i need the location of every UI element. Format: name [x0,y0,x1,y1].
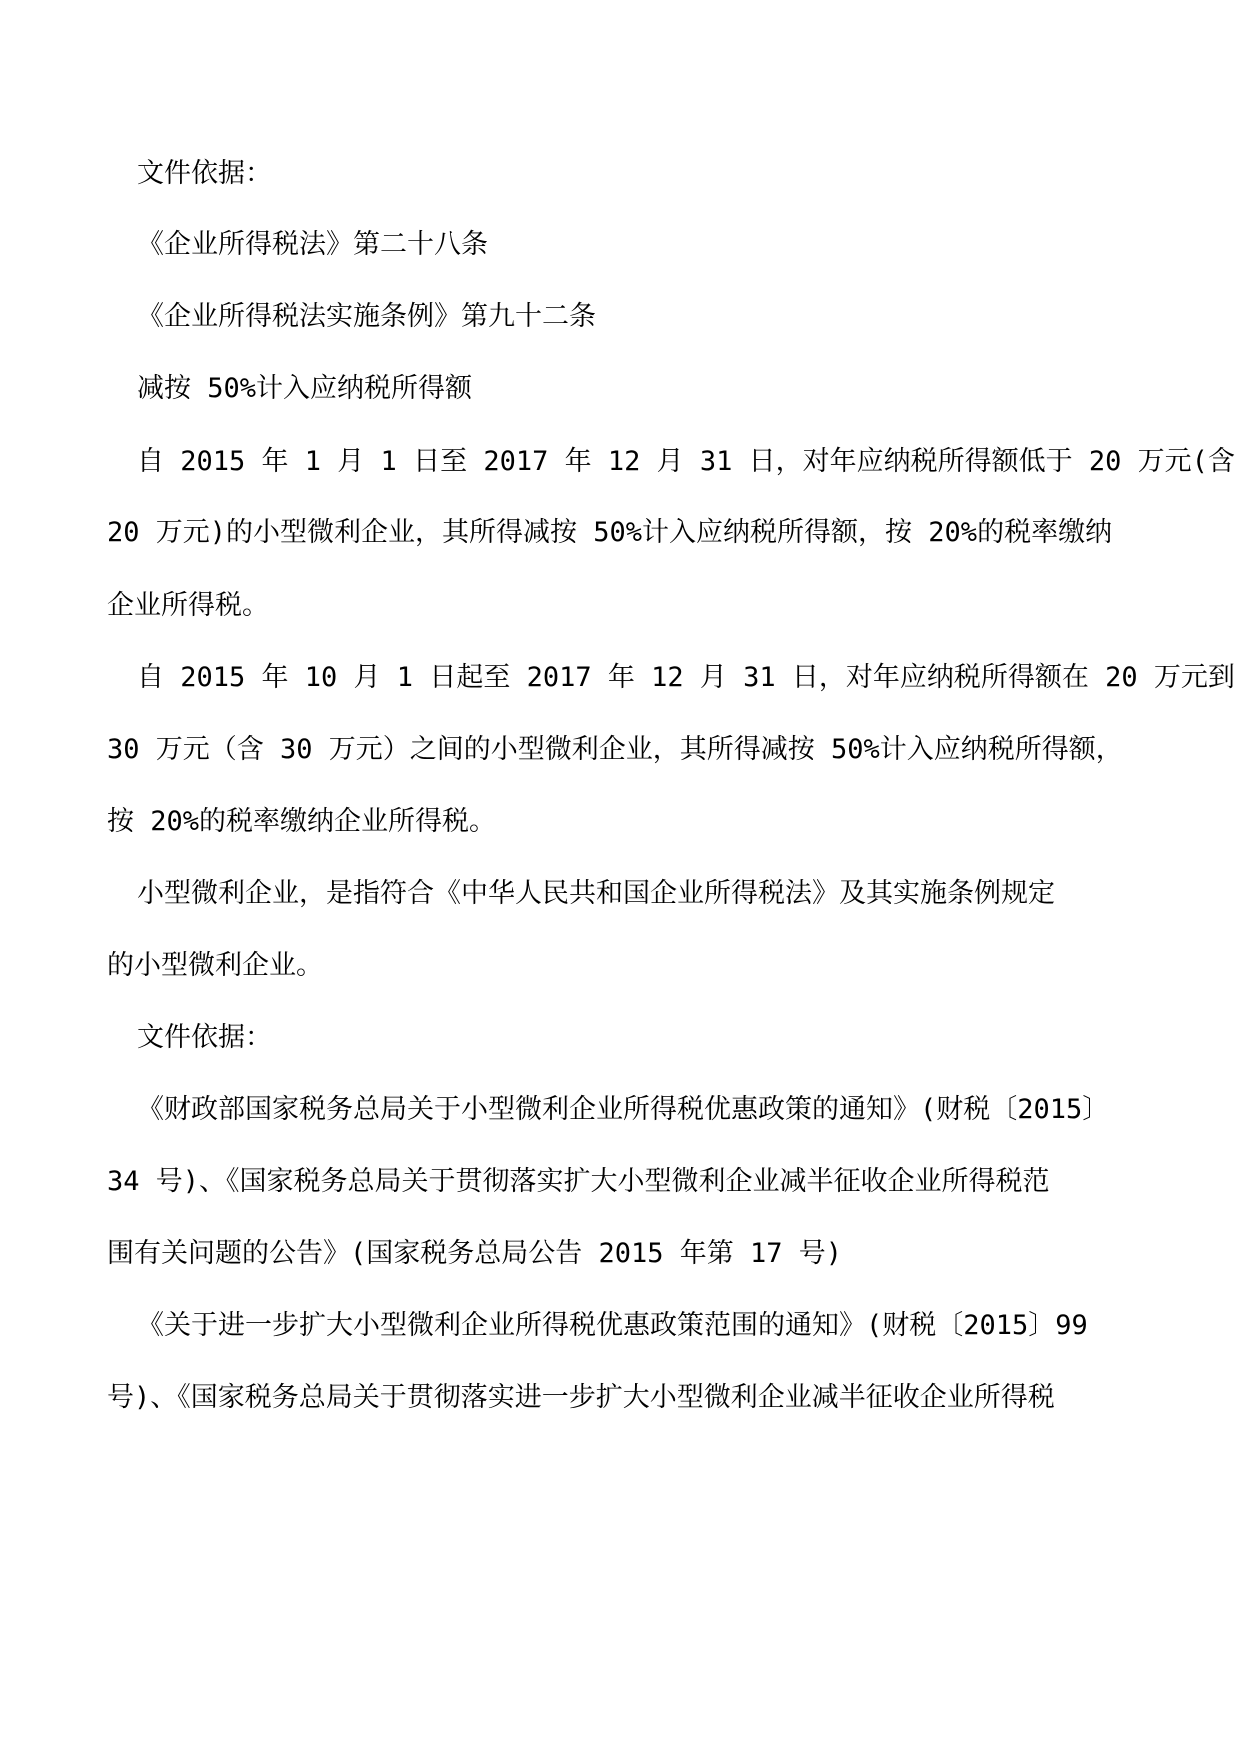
paragraph-notice-34-line-2: 34 号)、《国家税务总局关于贯彻落实扩大小型微利企业减半征收企业所得税范 [107,1166,1050,1197]
paragraph-notice-34-line-3: 围有关问题的公告》(国家税务总局公告 2015 年第 17 号) [107,1238,843,1269]
paragraph-policy-2015-line-2: 20 万元)的小型微利企业，其所得减按 50%计入应纳税所得额，按 20%的税率缴纳 [107,517,1113,548]
paragraph-law-article-28: 《企业所得税法》第二十八条 [137,229,488,260]
paragraph-definition-line-1: 小型微利企业，是指符合《中华人民共和国企业所得税法》及其实施条例规定 [137,878,1055,909]
paragraph-notice-99-line-1: 《关于进一步扩大小型微利企业所得税优惠政策范围的通知》(财税〔2015〕99 [137,1310,1088,1341]
paragraph-heading-basis-1: 文件依据： [137,158,272,189]
paragraph-policy-oct-2015-line-2: 30 万元（含 30 万元）之间的小型微利企业，其所得减按 50%计入应纳税所得额， [107,734,1123,765]
paragraph-definition-line-2: 的小型微利企业。 [107,950,323,981]
paragraph-regulation-article-92: 《企业所得税法实施条例》第九十二条 [137,301,596,332]
paragraph-heading-half-taxable: 减按 50%计入应纳税所得额 [137,373,473,404]
paragraph-notice-34-line-1: 《财政部国家税务总局关于小型微利企业所得税优惠政策的通知》(财税〔2015〕 [137,1094,1110,1125]
paragraph-policy-oct-2015-line-3: 按 20%的税率缴纳企业所得税。 [107,806,497,837]
paragraph-policy-2015-line-1: 自 2015 年 1 月 1 日至 2017 年 12 月 31 日，对年应纳税所得额低于 20 万元(含 [137,446,1235,477]
paragraph-policy-oct-2015-line-1: 自 2015 年 10 月 1 日起至 2017 年 12 月 31 日，对年应纳税所得额在 20 万元到 [137,662,1235,693]
paragraph-heading-basis-2: 文件依据： [137,1022,272,1053]
paragraph-notice-99-line-2: 号)、《国家税务总局关于贯彻落实进一步扩大小型微利企业减半征收企业所得税 [107,1382,1055,1413]
paragraph-policy-2015-line-3: 企业所得税。 [107,590,269,621]
